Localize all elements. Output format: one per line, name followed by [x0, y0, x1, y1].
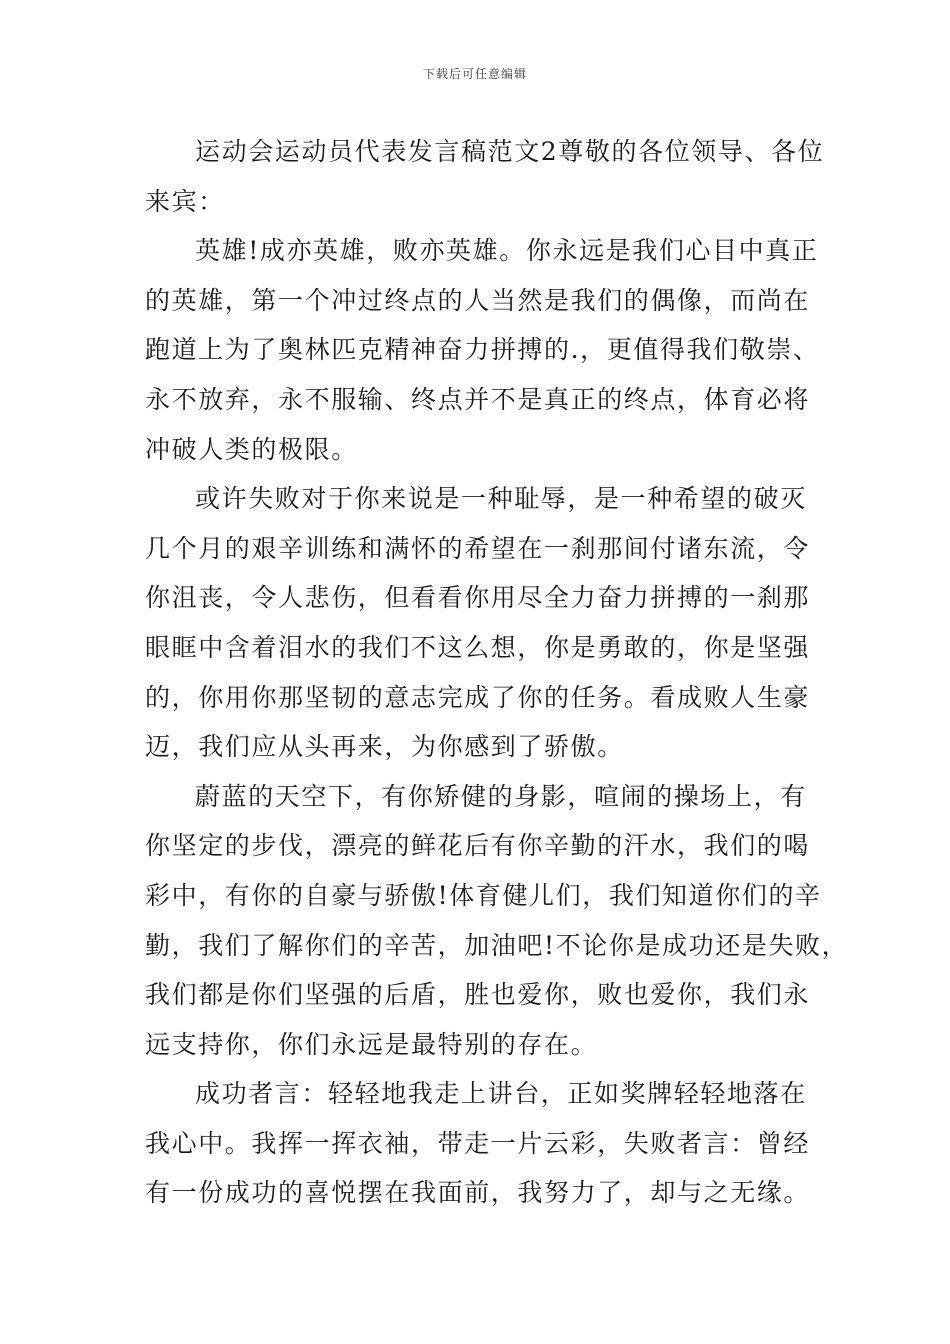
paragraph-line: 跑道上为了奥林匹克精神奋力拼搏的.，更值得我们敬崇、	[145, 335, 820, 365]
paragraph-line: 的英雄，第一个冲过终点的人当然是我们的偶像，而尚在	[145, 285, 811, 315]
paragraph-line: 我们都是你们坚强的后盾，胜也爱你，败也爱你，我们永	[145, 980, 811, 1010]
document-body	[145, 127, 849, 1218]
paragraph-line: 运动会运动员代表发言稿范文2尊敬的各位领导、各位	[195, 137, 825, 166]
paragraph-line: 勤，我们了解你们的辛苦，加油吧!不论你是成功还是失败，	[145, 930, 849, 960]
paragraph-line: 的，你用你那坚韧的意志完成了你的任务。看成败人生豪	[145, 682, 811, 712]
paragraph-line: 远支持你，你们永远是最特别的存在。	[145, 1029, 598, 1059]
page-header: 下载后可任意编辑	[422, 67, 527, 81]
paragraph-line: 几个月的艰辛训练和满怀的希望在一刹那间付诸东流，令	[145, 533, 811, 563]
paragraph-line: 眼眶中含着泪水的我们不这么想，你是勇敢的，你是坚强	[145, 632, 811, 662]
paragraph-line: 迈，我们应从头再来，为你感到了骄傲。	[145, 732, 624, 762]
paragraph-line: 英雄!成亦英雄，败亦英雄。你永远是我们心目中真正	[195, 236, 819, 266]
paragraph-line: 成功者言：轻轻地我走上讲台，正如奖牌轻轻地落在	[195, 1079, 807, 1109]
paragraph-line: 或许失败对于你来说是一种耻辱，是一种希望的破灭	[195, 484, 807, 514]
paragraph-line: 我心中。我挥一挥衣袖，带走一片云彩，失败者言：曾经	[145, 1128, 811, 1158]
paragraph-line: 蔚蓝的天空下，有你矫健的身影，喧闹的操场上，有	[195, 781, 807, 811]
paragraph-line: 冲破人类的极限。	[145, 434, 358, 464]
paragraph-line: 永不放弃，永不服输、终点并不是真正的终点，体育必将	[145, 384, 811, 414]
paragraph-line: 彩中，有你的自豪与骄傲!体育健儿们，我们知道你们的辛	[145, 880, 822, 910]
paragraph-line: 你坚定的步伐，漂亮的鲜花后有你辛勤的汗水，我们的喝	[145, 831, 811, 861]
paragraph-line: 来宾：	[145, 186, 225, 216]
paragraph-line: 有一份成功的喜悦摆在我面前，我努力了，却与之无缘。	[145, 1178, 811, 1208]
paragraph-line: 你沮丧，令人悲伤，但看看你用尽全力奋力拼搏的一刹那	[145, 583, 811, 613]
